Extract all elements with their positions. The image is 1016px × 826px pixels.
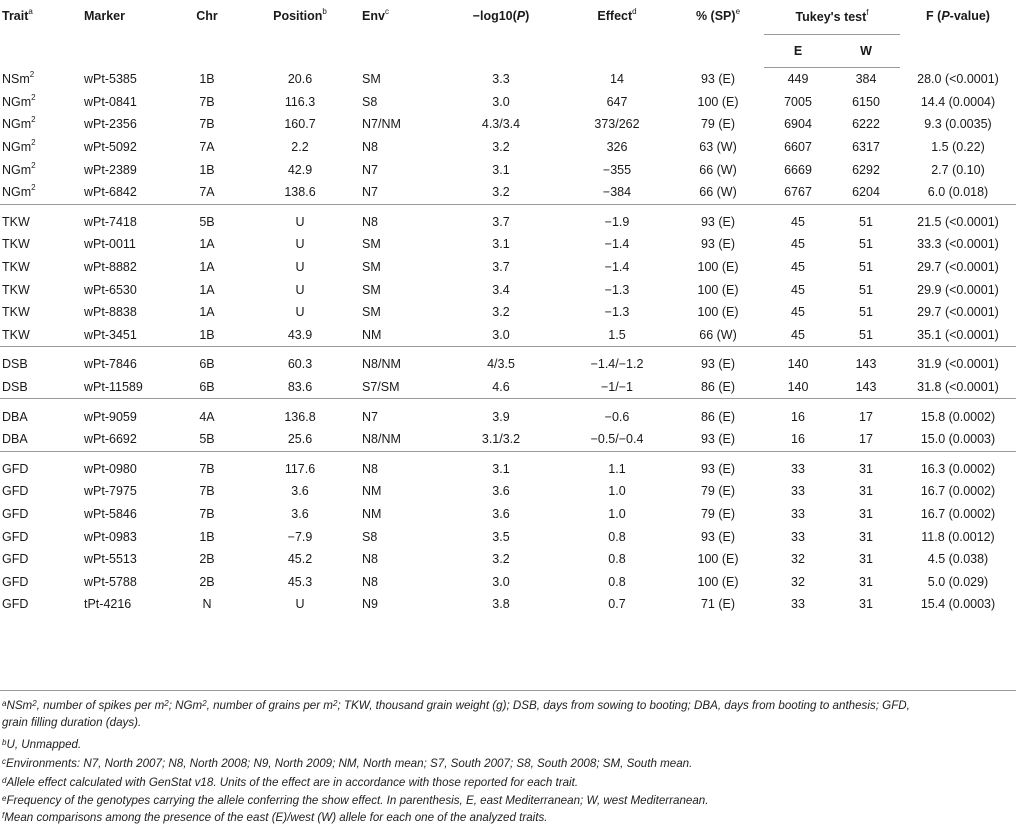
cell-f-value: 16.3 (0.0002) — [900, 451, 1016, 480]
cell-env: SM — [362, 260, 381, 275]
cell-trait: NGm$^2$ — [2, 138, 36, 155]
cell-trait: NGm$^2$ — [2, 160, 36, 177]
footnote-f: $^f$Mean comparisons among the presence of the east (E)/west (W) allele for each one of the analyzed traits. — [2, 811, 548, 824]
cell-position: U — [295, 597, 305, 612]
cell-env: S7/SM — [362, 380, 400, 395]
cell-chr: 1A — [199, 260, 215, 275]
table-row — [0, 428, 1016, 451]
cell-chr: 6B — [199, 380, 215, 395]
table-row — [0, 376, 1016, 399]
cell-trait: TKW — [0, 204, 82, 233]
cell-marker: wPt-8838 — [84, 305, 137, 320]
cell-marker: wPt-5846 — [84, 506, 137, 521]
cell-tukey-e: 16 — [791, 432, 805, 447]
cell-position: 42.9 — [287, 162, 313, 177]
header-log10p: −log10(P) — [472, 9, 530, 23]
cell-log10p: 4/3.5 — [440, 347, 562, 376]
table-row — [0, 68, 1016, 91]
cell-trait: NSm$^2$ — [2, 70, 35, 87]
cell-marker: wPt-2389 — [84, 162, 137, 177]
cell-trait: GFD — [2, 529, 29, 544]
table-row — [0, 399, 1016, 428]
table-row — [0, 181, 1016, 204]
cell-sp: 93 (E) — [700, 72, 736, 87]
cell-sp: 100 (E) — [697, 260, 739, 275]
footnote-a: $^a$NSm$^2$, number of spikes per $m^2$; NGm$^2$, number of grains per $m^2$; TKW, thousand grain weight (g); DSB, days from sowing to booting; DBA, days from booting to anthesis; GFD, grain filling duration (days). — [2, 699, 910, 729]
cell-effect: −1.4 — [604, 260, 630, 275]
table-row — [0, 136, 1016, 159]
cell-tukey-e: 33 — [791, 484, 805, 499]
cell-log10p: 3.6 — [492, 506, 510, 521]
cell-effect: −1.4/−1.2 — [562, 347, 672, 376]
cell-tukey-w: 6222 — [852, 117, 880, 132]
cell-effect: 647 — [606, 94, 628, 109]
cell-effect: −384 — [602, 185, 632, 200]
cell-sp: 93 (E) — [672, 347, 764, 376]
table-row — [0, 91, 1016, 114]
footnote-b: $^b$U, Unmapped. — [2, 738, 82, 751]
cell-tukey-e: 45 — [764, 204, 832, 233]
table-row — [0, 233, 1016, 256]
cell-log10p: 3.2 — [492, 185, 510, 200]
table-row — [0, 593, 1016, 616]
cell-marker: wPt-6530 — [84, 282, 137, 297]
header-marker: Marker — [84, 9, 125, 23]
cell-env: N7 — [362, 162, 378, 177]
cell-f-value: 4.5 (0.038) — [927, 552, 989, 567]
cell-tukey-e: 6669 — [784, 162, 812, 177]
cell-tukey-w: 31 — [859, 574, 873, 589]
cell-marker: wPt-7418 — [82, 204, 174, 233]
cell-tukey-e: 33 — [791, 506, 805, 521]
table-bottom-rule — [0, 690, 1016, 691]
cell-f-value: 29.9 (<0.0001) — [917, 282, 999, 297]
cell-effect: 1.5 — [608, 327, 626, 342]
cell-chr: 7B — [174, 451, 240, 480]
cell-position: 20.6 — [287, 72, 313, 87]
header-env: Env$^c$ — [362, 7, 389, 23]
cell-tukey-e: 16 — [764, 399, 832, 428]
cell-effect: 1.1 — [562, 451, 672, 480]
cell-tukey-w: 31 — [832, 451, 900, 480]
cell-tukey-w: 31 — [859, 529, 873, 544]
cell-marker: wPt-0983 — [84, 529, 137, 544]
cell-sp: 71 (E) — [700, 597, 736, 612]
header-tukey-w: W — [832, 35, 900, 68]
cell-sp: 86 (E) — [700, 380, 736, 395]
cell-effect: −1.3 — [604, 282, 630, 297]
cell-trait: GFD — [2, 552, 29, 567]
cell-log10p: 3.8 — [492, 597, 510, 612]
cell-env: NM — [362, 506, 382, 521]
cell-tukey-w: 17 — [859, 432, 873, 447]
cell-tukey-w: 51 — [859, 237, 873, 252]
cell-env: S8 — [362, 94, 378, 109]
cell-marker: wPt-0841 — [84, 94, 137, 109]
cell-position: U — [295, 237, 305, 252]
cell-chr: 1A — [199, 237, 215, 252]
cell-chr: N — [202, 597, 212, 612]
table-header — [0, 0, 1016, 68]
cell-effect: −0.5/−0.4 — [590, 432, 644, 447]
footnote-e: $^e$Frequency of the genotypes carrying the allele conferring the show effect. In parenthesis, E, east Mediterranean; W, west Mediterranean. — [2, 794, 709, 807]
cell-marker: wPt-11589 — [84, 380, 143, 395]
cell-f-value: 31.8 (<0.0001) — [917, 380, 999, 395]
cell-marker: wPt-0980 — [82, 451, 174, 480]
cell-trait: GFD — [0, 451, 82, 480]
cell-tukey-e: 45 — [791, 327, 805, 342]
cell-chr: 7B — [199, 484, 215, 499]
cell-log10p: 3.7 — [492, 260, 510, 275]
table-row — [0, 347, 1016, 376]
header-trait: Trait$^a$ — [2, 7, 33, 23]
table-row — [0, 204, 1016, 233]
cell-position: 116.3 — [284, 94, 316, 109]
cell-log10p: 3.7 — [440, 204, 562, 233]
cell-sp: 66 (W) — [699, 185, 737, 200]
cell-chr: 7B — [199, 117, 215, 132]
cell-chr: 2B — [199, 574, 215, 589]
cell-marker: wPt-3451 — [84, 327, 137, 342]
cell-env: N8/NM — [362, 432, 401, 447]
cell-f-value: 6.0 (0.018) — [927, 185, 989, 200]
cell-trait: NGm$^2$ — [2, 92, 36, 109]
header-tukey-e: E — [764, 35, 832, 68]
cell-sp: 100 (E) — [697, 574, 739, 589]
footnote-c: $^c$Environments: N7, North 2007; N8, North 2008; N9, North 2009; NM, North mean; S7, South 2007; S8, South 2008; SM, South mean. — [2, 757, 693, 770]
cell-effect: 0.8 — [608, 529, 626, 544]
cell-chr: 5B — [199, 432, 215, 447]
cell-log10p: 3.5 — [492, 529, 510, 544]
cell-env: SM — [362, 237, 381, 252]
table-row — [0, 480, 1016, 503]
cell-env: S8 — [362, 529, 378, 544]
cell-marker: wPt-2356 — [84, 117, 137, 132]
cell-position: 43.9 — [287, 327, 313, 342]
cell-env: N8 — [362, 574, 378, 589]
cell-tukey-w: 17 — [832, 399, 900, 428]
footnote-d: $^d$Allele effect calculated with GenStat v18. Units of the effect are in accordance with those reported for each trait. — [2, 776, 579, 789]
cell-chr: 1A — [199, 282, 215, 297]
cell-log10p: 3.9 — [440, 399, 562, 428]
cell-marker: wPt-5513 — [84, 552, 137, 567]
cell-tukey-w: 51 — [859, 260, 873, 275]
cell-tukey-e: 32 — [791, 552, 805, 567]
cell-tukey-w: 51 — [859, 282, 873, 297]
cell-tukey-w: 6204 — [852, 185, 880, 200]
cell-env: NM — [362, 327, 382, 342]
cell-effect: 0.7 — [608, 597, 626, 612]
cell-log10p: 3.1 — [492, 237, 510, 252]
cell-chr: 7A — [199, 140, 215, 155]
table-row — [0, 548, 1016, 571]
cell-f-value: 9.3 (0.0035) — [924, 117, 992, 132]
cell-marker: wPt-7846 — [82, 347, 174, 376]
cell-sp: 66 (W) — [699, 327, 737, 342]
header-sp: % (SP)$^e$ — [695, 7, 741, 23]
cell-env: N8/NM — [360, 347, 440, 376]
cell-f-value: 15.4 (0.0003) — [920, 597, 996, 612]
cell-effect: 0.8 — [608, 574, 626, 589]
cell-position: −7.9 — [287, 529, 313, 544]
cell-position: 45.2 — [287, 552, 313, 567]
cell-tukey-w: 31 — [859, 506, 873, 521]
cell-tukey-w: 6317 — [852, 140, 880, 155]
cell-trait: TKW — [2, 327, 30, 342]
cell-f-value: 16.7 (0.0002) — [920, 506, 996, 521]
cell-effect: −1/−1 — [601, 380, 633, 395]
cell-f-value: 5.0 (0.029) — [927, 574, 989, 589]
cell-chr: 5B — [174, 204, 240, 233]
cell-env: N7 — [360, 399, 440, 428]
cell-chr: 6B — [174, 347, 240, 376]
cell-position: U — [295, 305, 305, 320]
cell-tukey-e: 45 — [791, 282, 805, 297]
table-row — [0, 525, 1016, 548]
cell-effect: −0.6 — [562, 399, 672, 428]
cell-trait: TKW — [2, 260, 30, 275]
cell-chr: 1B — [199, 529, 215, 544]
cell-f-value: 1.5 (0.22) — [931, 140, 985, 155]
cell-marker: tPt-4216 — [84, 597, 132, 612]
cell-chr: 7A — [199, 185, 215, 200]
cell-position: U — [240, 204, 360, 233]
cell-tukey-e: 32 — [791, 574, 805, 589]
cell-sp: 93 (E) — [672, 204, 764, 233]
cell-log10p: 4.6 — [492, 380, 510, 395]
cell-effect: 373/262 — [594, 117, 640, 132]
cell-effect: 1.0 — [608, 506, 626, 521]
cell-log10p: 3.1 — [492, 162, 510, 177]
cell-sp: 63 (W) — [699, 140, 737, 155]
cell-tukey-e: 33 — [764, 451, 832, 480]
cell-position: 138.6 — [284, 185, 316, 200]
cell-position: 3.6 — [291, 484, 309, 499]
cell-position: 160.7 — [284, 117, 316, 132]
cell-position: 3.6 — [291, 506, 309, 521]
cell-marker: wPt-9059 — [82, 399, 174, 428]
cell-f-value: 35.1 (<0.0001) — [917, 327, 999, 342]
cell-tukey-e: 45 — [791, 237, 805, 252]
table-row — [0, 256, 1016, 279]
header-effect: Effect$^d$ — [597, 7, 637, 23]
cell-env: N8 — [362, 552, 378, 567]
cell-f-value: 15.8 (0.0002) — [900, 399, 1016, 428]
cell-f-value: 29.7 (<0.0001) — [917, 260, 999, 275]
cell-marker: wPt-7975 — [84, 484, 137, 499]
table-row — [0, 451, 1016, 480]
cell-chr: 7B — [199, 506, 215, 521]
cell-tukey-e: 7005 — [784, 94, 812, 109]
cell-trait: GFD — [2, 597, 29, 612]
header-f-value: F (P-value) — [926, 9, 990, 23]
header-chr: Chr — [196, 9, 218, 23]
cell-trait: TKW — [2, 282, 30, 297]
cell-f-value: 2.7 (0.10) — [931, 162, 985, 177]
cell-tukey-e: 6607 — [784, 140, 812, 155]
cell-sp: 100 (E) — [697, 94, 739, 109]
cell-log10p: 3.0 — [492, 327, 510, 342]
cell-log10p: 4.3/3.4 — [481, 117, 521, 132]
table-row — [0, 278, 1016, 301]
cell-sp: 66 (W) — [699, 162, 737, 177]
cell-tukey-w: 143 — [832, 347, 900, 376]
cell-log10p: 3.1 — [440, 451, 562, 480]
cell-position: 136.8 — [240, 399, 360, 428]
cell-env: N8 — [360, 451, 440, 480]
table-row — [0, 113, 1016, 136]
cell-sp: 100 (E) — [697, 552, 739, 567]
cell-log10p: 3.4 — [492, 282, 510, 297]
cell-env: SM — [362, 282, 381, 297]
table-body — [0, 68, 1016, 616]
cell-position: U — [295, 282, 305, 297]
cell-position: 117.6 — [240, 451, 360, 480]
cell-env: N7 — [362, 185, 378, 200]
cell-effect: −355 — [602, 162, 632, 177]
cell-position: 83.6 — [287, 380, 313, 395]
cell-log10p: 3.1/3.2 — [481, 432, 521, 447]
cell-sp: 93 (E) — [700, 529, 736, 544]
cell-log10p: 3.2 — [492, 140, 510, 155]
cell-env: N7/NM — [362, 117, 401, 132]
cell-trait: GFD — [2, 484, 29, 499]
cell-position: 2.2 — [291, 140, 309, 155]
cell-log10p: 3.2 — [492, 305, 510, 320]
header-position: Position$^b$ — [273, 7, 327, 23]
table-row — [0, 503, 1016, 526]
cell-env: SM — [362, 72, 381, 87]
cell-marker: wPt-0011 — [84, 237, 136, 252]
cell-marker: wPt-8882 — [84, 260, 137, 275]
cell-chr: 7B — [199, 94, 215, 109]
cell-log10p: 3.2 — [492, 552, 510, 567]
cell-trait: DSB — [2, 380, 28, 395]
cell-log10p: 3.3 — [492, 72, 510, 87]
cell-sp: 93 (E) — [672, 451, 764, 480]
cell-f-value: 16.7 (0.0002) — [920, 484, 996, 499]
cell-trait: DSB — [0, 347, 82, 376]
cell-trait: NGm$^2$ — [2, 115, 36, 132]
cell-env: N8 — [360, 204, 440, 233]
cell-trait: GFD — [2, 574, 29, 589]
cell-tukey-e: 140 — [787, 380, 809, 395]
cell-tukey-e: 6767 — [784, 185, 812, 200]
cell-marker: wPt-6692 — [84, 432, 137, 447]
cell-f-value: 29.7 (<0.0001) — [917, 305, 999, 320]
cell-tukey-w: 51 — [859, 305, 873, 320]
cell-f-value: 11.8 (0.0012) — [921, 529, 995, 544]
cell-chr: 4A — [174, 399, 240, 428]
cell-env: N9 — [362, 597, 378, 612]
cell-effect: −1.9 — [562, 204, 672, 233]
cell-sp: 79 (E) — [700, 117, 736, 132]
cell-tukey-w: 6150 — [852, 94, 880, 109]
cell-tukey-e: 449 — [787, 72, 809, 87]
cell-trait: GFD — [2, 506, 29, 521]
cell-effect: −1.4 — [604, 237, 630, 252]
cell-trait: DBA — [2, 432, 28, 447]
cell-effect: 14 — [610, 72, 624, 87]
cell-tukey-e: 45 — [791, 305, 805, 320]
cell-sp: 100 (E) — [697, 305, 739, 320]
cell-marker: wPt-5092 — [84, 140, 137, 155]
cell-position: 45.3 — [287, 574, 313, 589]
cell-f-value: 21.5 (<0.0001) — [900, 204, 1016, 233]
table-row — [0, 158, 1016, 181]
cell-position: 25.6 — [287, 432, 313, 447]
cell-f-value: 28.0 (<0.0001) — [917, 72, 999, 87]
cell-effect: −1.3 — [604, 305, 630, 320]
cell-tukey-e: 6904 — [784, 117, 812, 132]
cell-log10p: 3.6 — [492, 484, 510, 499]
cell-effect: 326 — [606, 140, 628, 155]
cell-marker: wPt-5385 — [84, 72, 137, 87]
cell-chr: 1B — [199, 162, 215, 177]
cell-sp: 79 (E) — [700, 506, 736, 521]
cell-effect: 1.0 — [608, 484, 626, 499]
cell-tukey-w: 51 — [859, 327, 873, 342]
table-row — [0, 324, 1016, 347]
cell-tukey-w: 31 — [859, 597, 873, 612]
cell-marker: wPt-5788 — [84, 574, 137, 589]
cell-sp: 79 (E) — [700, 484, 736, 499]
cell-effect: 0.8 — [608, 552, 626, 567]
cell-trait: TKW — [2, 305, 30, 320]
table-row — [0, 301, 1016, 324]
cell-tukey-e: 45 — [791, 260, 805, 275]
cell-tukey-w: 31 — [859, 552, 873, 567]
cell-tukey-w: 384 — [855, 72, 877, 87]
cell-tukey-w: 51 — [832, 204, 900, 233]
cell-tukey-e: 140 — [764, 347, 832, 376]
cell-tukey-e: 33 — [791, 597, 805, 612]
cell-env: SM — [362, 305, 381, 320]
cell-chr: 1B — [199, 72, 215, 87]
cell-env: NM — [362, 484, 382, 499]
cell-chr: 2B — [199, 552, 215, 567]
cell-position: U — [295, 260, 305, 275]
cell-sp: 93 (E) — [700, 237, 736, 252]
table-row — [0, 570, 1016, 593]
cell-trait: NGm$^2$ — [2, 183, 36, 200]
cell-chr: 1A — [199, 305, 215, 320]
cell-sp: 86 (E) — [672, 399, 764, 428]
cell-tukey-w: 143 — [855, 380, 877, 395]
cell-sp: 100 (E) — [697, 282, 739, 297]
cell-log10p: 3.0 — [492, 574, 510, 589]
cell-f-value: 33.3 (<0.0001) — [917, 237, 999, 252]
cell-f-value: 31.9 (<0.0001) — [900, 347, 1016, 376]
cell-tukey-e: 33 — [791, 529, 805, 544]
cell-marker: wPt-6842 — [84, 185, 137, 200]
cell-tukey-w: 6292 — [852, 162, 880, 177]
cell-trait: TKW — [2, 237, 30, 252]
cell-f-value: 14.4 (0.0004) — [920, 94, 996, 109]
header-tukey: Tukey's test$^f$ — [764, 0, 900, 35]
cell-position: 60.3 — [240, 347, 360, 376]
cell-tukey-w: 31 — [859, 484, 873, 499]
cell-chr: 1B — [199, 327, 215, 342]
cell-sp: 93 (E) — [700, 432, 736, 447]
cell-log10p: 3.0 — [492, 94, 510, 109]
cell-trait: DBA — [0, 399, 82, 428]
cell-f-value: 15.0 (0.0003) — [920, 432, 996, 447]
cell-env: N8 — [362, 140, 378, 155]
